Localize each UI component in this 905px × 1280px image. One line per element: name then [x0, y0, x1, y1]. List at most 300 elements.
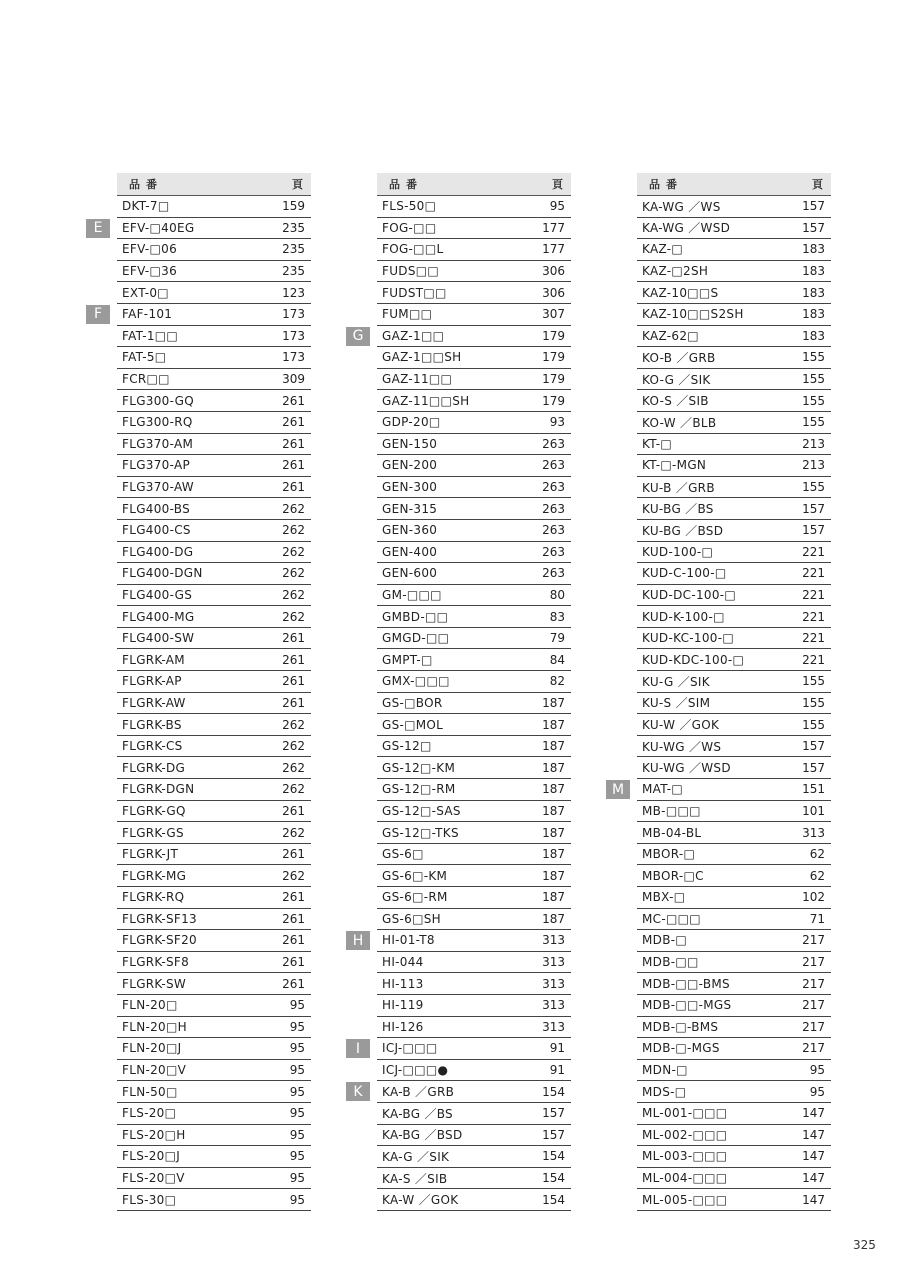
page-ref: 154	[542, 1192, 565, 1207]
product-code: KAZ-62□	[642, 328, 699, 343]
table-row	[117, 1081, 311, 1103]
table-row	[117, 261, 311, 283]
product-code: FLS-50□	[382, 199, 437, 214]
product-code: ICJ-□□□	[382, 1041, 438, 1056]
table-row	[637, 196, 831, 218]
table-row	[637, 822, 831, 844]
page-ref: 95	[289, 1192, 305, 1207]
page-ref: 313	[542, 933, 565, 948]
page-ref: 123	[282, 285, 305, 300]
table-row	[117, 1060, 311, 1082]
product-code: FLGRK-GQ	[122, 803, 186, 818]
table-row	[637, 714, 831, 736]
table-row	[117, 1103, 311, 1125]
product-code: FLGRK-AW	[122, 695, 186, 710]
table-row	[637, 563, 831, 585]
page-ref: 262	[282, 760, 305, 775]
page-ref: 313	[542, 955, 565, 970]
table-row	[117, 282, 311, 304]
page-ref: 173	[282, 350, 305, 365]
table-row	[377, 196, 571, 218]
page-ref: 187	[542, 825, 565, 840]
page-ref: 147	[802, 1106, 825, 1121]
product-code: GMGD-□□	[382, 631, 450, 646]
page-ref: 261	[282, 393, 305, 408]
table-row	[117, 757, 311, 779]
table-row	[637, 930, 831, 952]
page-ref: 262	[282, 782, 305, 797]
table-row	[377, 887, 571, 909]
index-rows	[93, 196, 311, 1211]
product-code: FOG-□□L	[382, 242, 444, 257]
table-row	[117, 779, 311, 801]
product-code: MBOR-□	[642, 847, 696, 862]
product-code: GEN-200	[382, 458, 438, 473]
page-ref: 217	[802, 976, 825, 991]
table-row	[117, 1168, 311, 1190]
page-ref: 261	[282, 955, 305, 970]
table-row	[637, 282, 831, 304]
product-code: FAF-101	[122, 307, 173, 322]
table-row	[117, 693, 311, 715]
product-code: GAZ-1□□	[382, 328, 445, 343]
page-ref: 179	[542, 350, 565, 365]
product-code: KO-G ／SIK	[642, 372, 711, 387]
product-code: MDN-□	[642, 1063, 688, 1078]
product-code: GS-□MOL	[382, 717, 444, 732]
product-code: FLGRK-AP	[122, 674, 182, 689]
table-row	[637, 973, 831, 995]
page-ref: 157	[802, 501, 825, 516]
page-ref: 187	[542, 760, 565, 775]
table-row	[637, 326, 831, 348]
product-code: KA-W ／GOK	[382, 1193, 459, 1208]
product-code: KUD-100-□	[642, 544, 714, 559]
table-row	[117, 369, 311, 391]
table-row	[637, 952, 831, 974]
table-row	[377, 542, 571, 564]
page-ref: 91	[549, 1041, 565, 1056]
page-ref: 177	[542, 220, 565, 235]
product-code: DKT-7□	[122, 199, 170, 214]
section-letter-tab: G	[346, 327, 370, 346]
table-row	[117, 973, 311, 995]
product-code: GAZ-11□□SH	[382, 393, 470, 408]
product-code: HI-119	[382, 998, 424, 1013]
page-ref: 263	[542, 523, 565, 538]
table-row	[377, 477, 571, 499]
page-ref: 183	[802, 285, 825, 300]
page-ref: 261	[282, 911, 305, 926]
page-ref: 261	[282, 674, 305, 689]
product-code: FLN-20□H	[122, 1019, 187, 1034]
product-code: KUD-K-100-□	[642, 609, 725, 624]
page-ref: 262	[282, 739, 305, 754]
table-row	[377, 412, 571, 434]
page-ref: 263	[542, 566, 565, 581]
table-row	[117, 585, 311, 607]
product-code: MDB-□□	[642, 955, 699, 970]
page-ref: 262	[282, 523, 305, 538]
page-ref: 183	[802, 264, 825, 279]
product-code: GS-6□SH	[382, 911, 441, 926]
table-row	[117, 542, 311, 564]
page-ref: 95	[289, 1106, 305, 1121]
product-code: EFV-□36	[122, 264, 178, 279]
product-code: MB-04-BL	[642, 825, 702, 840]
page-ref: 213	[802, 458, 825, 473]
page-ref: 187	[542, 847, 565, 862]
index-rows	[611, 196, 831, 1211]
page-ref: 157	[802, 739, 825, 754]
page-ref: 95	[809, 1084, 825, 1099]
product-code: KA-B ／GRB	[382, 1085, 455, 1100]
header-page: 頁	[292, 178, 303, 191]
table-row	[117, 455, 311, 477]
page-ref: 187	[542, 803, 565, 818]
page-ref: 147	[802, 1149, 825, 1164]
product-code: KU-BG ／BS	[642, 502, 714, 517]
product-code: FLN-20□	[122, 998, 178, 1013]
table-row	[93, 218, 311, 240]
table-row	[637, 995, 831, 1017]
page-ref: 187	[542, 911, 565, 926]
table-header	[637, 173, 831, 196]
table-row	[637, 369, 831, 391]
page-ref: 261	[282, 652, 305, 667]
header-name: 品番	[129, 178, 163, 191]
table-row	[117, 498, 311, 520]
product-code: KAZ-10□□S	[642, 285, 719, 300]
table-row	[117, 520, 311, 542]
table-row	[353, 1081, 571, 1103]
page-ref: 263	[542, 458, 565, 473]
table-row	[93, 304, 311, 326]
table-row	[377, 434, 571, 456]
page-ref: 261	[282, 458, 305, 473]
page-ref: 262	[282, 825, 305, 840]
table-row	[377, 865, 571, 887]
product-code: FLS-20□J	[122, 1149, 181, 1164]
product-code: MBOR-□C	[642, 868, 704, 883]
product-code: KO-W ／BLB	[642, 415, 717, 430]
page-ref: 187	[542, 868, 565, 883]
table-row	[377, 455, 571, 477]
table-row	[637, 434, 831, 456]
product-code: FLG400-CS	[122, 523, 191, 538]
product-code: GMPT-□	[382, 652, 433, 667]
product-code: FUDS□□	[382, 264, 440, 279]
product-code: FLS-20□	[122, 1106, 177, 1121]
product-code: FLS-30□	[122, 1192, 177, 1207]
header-page: 頁	[552, 178, 563, 191]
page-ref: 261	[282, 415, 305, 430]
table-row	[637, 520, 831, 542]
page-ref: 313	[542, 998, 565, 1013]
page-ref: 187	[542, 782, 565, 797]
table-row	[637, 649, 831, 671]
product-code: FLG300-GQ	[122, 393, 195, 408]
page-ref: 221	[802, 587, 825, 602]
table-row	[117, 239, 311, 261]
product-code: FLGRK-DGN	[122, 782, 195, 797]
table-row	[117, 1125, 311, 1147]
product-code: KO-B ／GRB	[642, 350, 716, 365]
page-ref: 262	[282, 501, 305, 516]
table-row	[117, 995, 311, 1017]
product-code: ML-003-□□□	[642, 1149, 728, 1164]
page-ref: 154	[542, 1084, 565, 1099]
product-code: EFV-□40EG	[122, 220, 195, 235]
table-row	[117, 930, 311, 952]
page-ref: 173	[282, 328, 305, 343]
product-code: KU-S ／SIM	[642, 696, 711, 711]
index-rows	[352, 196, 571, 1211]
page-ref: 95	[289, 1019, 305, 1034]
product-code: GEN-600	[382, 566, 438, 581]
page-ref: 155	[802, 717, 825, 732]
table-row	[377, 757, 571, 779]
page-ref: 80	[549, 587, 565, 602]
table-row	[117, 390, 311, 412]
product-code: FLGRK-BS	[122, 717, 182, 732]
product-code: KO-S ／SIB	[642, 394, 709, 409]
table-row	[117, 326, 311, 348]
product-code: HI-044	[382, 955, 424, 970]
page-ref: 183	[802, 307, 825, 322]
product-code: FLN-20□V	[122, 1063, 187, 1078]
product-code: GEN-150	[382, 436, 438, 451]
product-code: MDB-□	[642, 933, 687, 948]
header-name: 品番	[389, 178, 423, 191]
page-ref: 261	[282, 933, 305, 948]
index-column-3	[611, 173, 831, 1211]
page-ref: 79	[549, 631, 565, 646]
table-row	[637, 585, 831, 607]
product-code: FLGRK-JT	[122, 847, 179, 862]
page-ref: 261	[282, 890, 305, 905]
table-row	[637, 304, 831, 326]
product-code: HI-113	[382, 976, 424, 991]
product-code: FLG370-AW	[122, 480, 194, 495]
section-letter-tab: F	[86, 305, 110, 324]
product-code: EFV-□06	[122, 242, 178, 257]
product-code: FLGRK-DG	[122, 760, 186, 775]
page-ref: 262	[282, 609, 305, 624]
page-ref: 157	[802, 523, 825, 538]
table-row	[377, 1060, 571, 1082]
page-ref: 235	[282, 220, 305, 235]
table-row	[117, 196, 311, 218]
page-ref: 154	[542, 1171, 565, 1186]
product-code: KU-BG ／BSD	[642, 523, 724, 538]
product-code: MDB-□-MGS	[642, 1041, 720, 1056]
product-code: GAZ-1□□SH	[382, 350, 462, 365]
product-code: GEN-360	[382, 523, 438, 538]
page-ref: 217	[802, 1019, 825, 1034]
page-ref: 261	[282, 631, 305, 646]
table-row	[117, 434, 311, 456]
table-row	[637, 887, 831, 909]
page-ref: 82	[549, 674, 565, 689]
table-header	[377, 173, 571, 196]
page-ref: 147	[802, 1171, 825, 1186]
section-letter-tab: M	[606, 780, 630, 799]
table-row	[377, 1189, 571, 1211]
page-ref: 217	[802, 1041, 825, 1056]
table-row	[637, 412, 831, 434]
table-row	[637, 628, 831, 650]
page-ref: 84	[549, 652, 565, 667]
product-code: FLG400-SW	[122, 631, 195, 646]
table-row	[117, 671, 311, 693]
product-code: FLG400-DG	[122, 544, 194, 559]
product-code: MDS-□	[642, 1084, 687, 1099]
page-ref: 155	[802, 480, 825, 495]
product-code: FCR□□	[122, 372, 170, 387]
product-code: GS-6□	[382, 847, 424, 862]
page-ref: 95	[549, 199, 565, 214]
page-ref: 307	[542, 307, 565, 322]
page-ref: 183	[802, 242, 825, 257]
product-code: KUD-C-100-□	[642, 566, 727, 581]
product-code: FLS-20□H	[122, 1127, 186, 1142]
table-row	[377, 585, 571, 607]
table-row	[377, 822, 571, 844]
table-row	[637, 1038, 831, 1060]
product-code: KUD-DC-100-□	[642, 587, 737, 602]
page-ref: 62	[809, 847, 825, 862]
product-code: GS-12□	[382, 739, 432, 754]
product-code: FAT-1□□	[122, 328, 179, 343]
product-code: FLG400-GS	[122, 587, 193, 602]
page-ref: 157	[802, 199, 825, 214]
product-code: FLGRK-RQ	[122, 890, 185, 905]
table-row	[377, 973, 571, 995]
product-code: GS-12□-RM	[382, 782, 456, 797]
table-row	[637, 865, 831, 887]
product-code: KUD-KDC-100-□	[642, 652, 745, 667]
table-row	[117, 865, 311, 887]
page-ref: 235	[282, 264, 305, 279]
product-code: FLG400-MG	[122, 609, 195, 624]
page-ref: 263	[542, 501, 565, 516]
page-ref: 155	[802, 350, 825, 365]
product-code: HI-126	[382, 1019, 424, 1034]
table-header	[117, 173, 311, 196]
product-code: KAZ-□2SH	[642, 264, 709, 279]
page-ref: 83	[549, 609, 565, 624]
page-ref: 221	[802, 609, 825, 624]
product-code: MBX-□	[642, 890, 686, 905]
header-page: 頁	[812, 178, 823, 191]
table-row	[637, 347, 831, 369]
page-ref: 261	[282, 480, 305, 495]
table-row	[117, 606, 311, 628]
page-ref: 187	[542, 717, 565, 732]
table-row	[377, 693, 571, 715]
product-code: KU-B ／GRB	[642, 480, 715, 495]
page-ref: 95	[289, 1127, 305, 1142]
product-code: FOG-□□	[382, 220, 437, 235]
table-row	[117, 736, 311, 758]
page-ref: 151	[802, 782, 825, 797]
page-ref: 261	[282, 847, 305, 862]
page-ref: 95	[289, 1171, 305, 1186]
product-code: MC-□□□	[642, 911, 701, 926]
page-ref: 147	[802, 1127, 825, 1142]
table-row	[377, 1146, 571, 1168]
product-code: FAT-5□	[122, 350, 167, 365]
table-row	[377, 801, 571, 823]
table-row	[637, 1146, 831, 1168]
table-row	[377, 909, 571, 931]
table-row	[377, 736, 571, 758]
page-ref: 217	[802, 933, 825, 948]
page-ref: 263	[542, 436, 565, 451]
page-ref: 261	[282, 436, 305, 451]
product-code: FLG400-BS	[122, 501, 191, 516]
table-row	[637, 239, 831, 261]
table-row	[377, 995, 571, 1017]
table-row	[377, 628, 571, 650]
product-code: FLGRK-SF20	[122, 933, 197, 948]
page-ref: 262	[282, 868, 305, 883]
product-code: ML-001-□□□	[642, 1106, 728, 1121]
table-row	[117, 887, 311, 909]
page-ref: 157	[542, 1106, 565, 1121]
table-row	[377, 520, 571, 542]
table-row	[377, 714, 571, 736]
product-code: FLG400-DGN	[122, 566, 203, 581]
product-code: GAZ-11□□	[382, 372, 453, 387]
page-ref: 71	[809, 911, 825, 926]
table-row	[355, 1038, 571, 1060]
table-row	[377, 218, 571, 240]
page-ref: 102	[802, 890, 825, 905]
page-ref: 221	[802, 631, 825, 646]
table-row	[637, 606, 831, 628]
page-ref: 217	[802, 998, 825, 1013]
table-row	[637, 801, 831, 823]
product-code: GEN-400	[382, 544, 438, 559]
table-row	[377, 304, 571, 326]
table-row	[117, 844, 311, 866]
table-row	[377, 282, 571, 304]
table-row	[377, 952, 571, 974]
table-row	[352, 930, 571, 952]
product-code: GS-6□-RM	[382, 890, 448, 905]
product-code: FLS-20□V	[122, 1171, 185, 1186]
table-row	[637, 1125, 831, 1147]
product-code: GS-12□-SAS	[382, 803, 461, 818]
table-row	[637, 1081, 831, 1103]
product-code: MDB-□-BMS	[642, 1019, 719, 1034]
product-code: FUDST□□	[382, 285, 447, 300]
table-row	[637, 1168, 831, 1190]
page-ref: 155	[802, 415, 825, 430]
table-row	[637, 542, 831, 564]
table-row	[117, 628, 311, 650]
product-code: GS-□BOR	[382, 695, 443, 710]
page-ref: 157	[542, 1127, 565, 1142]
product-code: GMBD-□□	[382, 609, 449, 624]
product-code: KA-WG ／WSD	[642, 221, 731, 236]
table-row	[117, 1017, 311, 1039]
table-row	[637, 1017, 831, 1039]
table-row	[117, 412, 311, 434]
table-row	[117, 714, 311, 736]
